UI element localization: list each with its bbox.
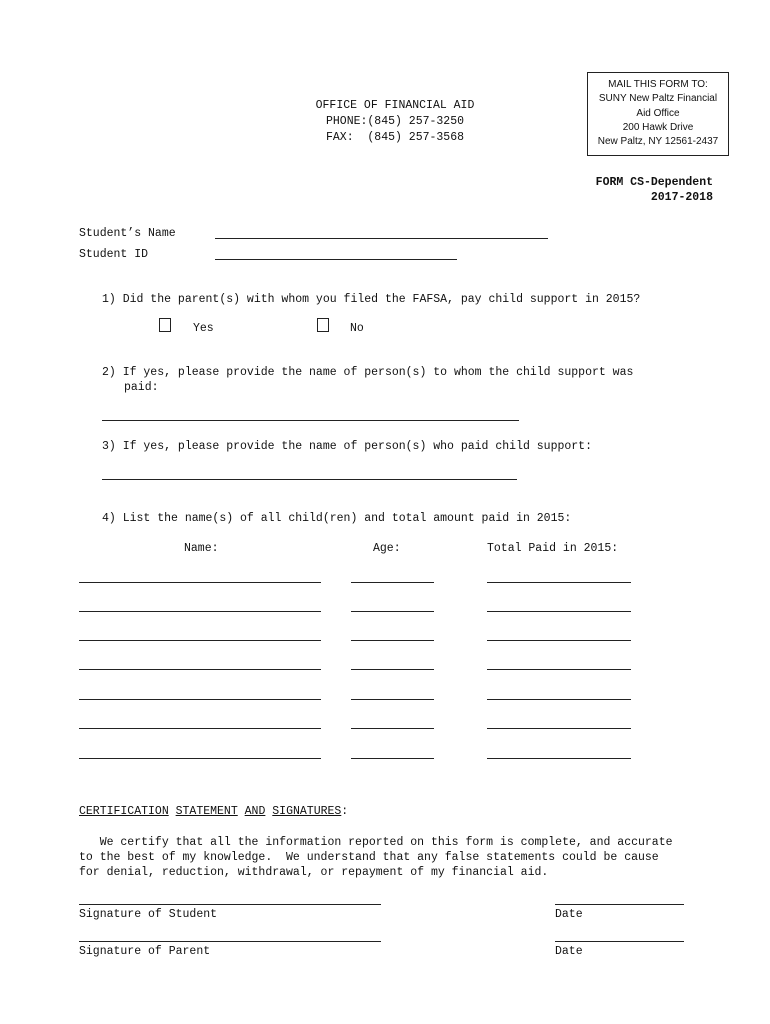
mail-to-office-cont: Aid Office — [636, 107, 680, 119]
child-name-field[interactable] — [79, 758, 321, 759]
question-1-text: 1) Did the parent(s) with whom you filed the FAFSA, pay child support in 2015? — [102, 293, 641, 306]
question-4-text: 4) List the name(s) of all child(ren) and total amount paid in 2015: — [102, 512, 572, 525]
child-name-field[interactable] — [79, 669, 321, 670]
column-header-name: Name: — [184, 542, 219, 555]
certification-heading — [79, 805, 348, 820]
mail-to-street: 200 Hawk Drive — [622, 121, 694, 133]
child-age-field[interactable] — [351, 728, 434, 729]
child-total-field[interactable] — [487, 611, 631, 612]
office-fax: FAX: (845) 257-3568 — [325, 131, 465, 144]
child-age-field[interactable] — [351, 699, 434, 700]
certification-heading-colon: : — [341, 805, 349, 818]
parent-date-field[interactable] — [555, 941, 684, 942]
certification-heading-word: AND — [244, 805, 266, 818]
no-checkbox[interactable] — [317, 318, 329, 332]
child-total-field[interactable] — [487, 758, 631, 759]
student-signature-field[interactable] — [79, 904, 381, 905]
office-phone: PHONE:(845) 257-3250 — [325, 115, 465, 128]
student-name-field[interactable] — [215, 238, 548, 239]
parent-signature-field[interactable] — [79, 941, 381, 942]
question-2-text-cont: paid: — [124, 381, 159, 394]
mail-to-city: New Paltz, NY 12561-2437 — [597, 136, 719, 148]
student-name-label: Student’s Name — [79, 227, 176, 240]
child-age-field[interactable] — [351, 640, 434, 641]
parent-signature-label: Signature of Parent — [79, 945, 211, 958]
child-age-field[interactable] — [351, 669, 434, 670]
student-date-field[interactable] — [555, 904, 684, 905]
yes-checkbox[interactable] — [159, 318, 171, 332]
mail-to-box — [587, 72, 729, 156]
child-total-field[interactable] — [487, 699, 631, 700]
child-total-field[interactable] — [487, 640, 631, 641]
column-header-age: Age: — [373, 542, 401, 555]
child-age-field[interactable] — [351, 582, 434, 583]
child-age-field[interactable] — [351, 611, 434, 612]
mail-to-heading: MAIL THIS FORM TO: — [608, 79, 708, 90]
parent-date-label: Date — [555, 945, 583, 958]
mail-to-office: SUNY New Paltz Financial — [598, 93, 718, 105]
child-name-field[interactable] — [79, 699, 321, 700]
no-label: No — [350, 322, 364, 335]
student-id-field[interactable] — [215, 259, 457, 260]
child-age-field[interactable] — [351, 758, 434, 759]
certification-heading-word: SIGNATURES — [272, 805, 342, 818]
child-total-field[interactable] — [487, 728, 631, 729]
certification-heading-word: CERTIFICATION — [79, 805, 169, 818]
question-2-text: 2) If yes, please provide the name of person(s) to whom the child support was — [102, 366, 634, 379]
office-name: OFFICE OF FINANCIAL AID — [315, 99, 475, 112]
certification-statement: We certify that all the information reported on this form is complete, and accurate to the best of my knowledge. We understand that any false statements could be cause for denial, reduction, withdrawal, or repayment of my financial aid. — [79, 836, 673, 879]
certification-heading-word: STATEMENT — [175, 805, 238, 818]
child-name-field[interactable] — [79, 582, 321, 583]
question-3-text: 3) If yes, please provide the name of person(s) who paid child support: — [102, 440, 592, 453]
form-year: 2017-2018 — [650, 190, 713, 204]
student-id-label: Student ID — [79, 248, 149, 261]
form-title: FORM CS-Dependent — [595, 176, 713, 189]
child-name-field[interactable] — [79, 640, 321, 641]
child-name-field[interactable] — [79, 728, 321, 729]
question-3-answer-field[interactable] — [102, 479, 517, 480]
student-date-label: Date — [555, 908, 583, 921]
child-total-field[interactable] — [487, 669, 631, 670]
child-total-field[interactable] — [487, 582, 631, 583]
question-2-answer-field[interactable] — [102, 420, 519, 421]
child-name-field[interactable] — [79, 611, 321, 612]
form-title-block — [596, 176, 713, 205]
student-signature-label: Signature of Student — [79, 908, 218, 921]
office-header — [280, 98, 510, 146]
column-header-total: Total Paid in 2015: — [487, 542, 619, 555]
yes-label: Yes — [193, 322, 214, 335]
